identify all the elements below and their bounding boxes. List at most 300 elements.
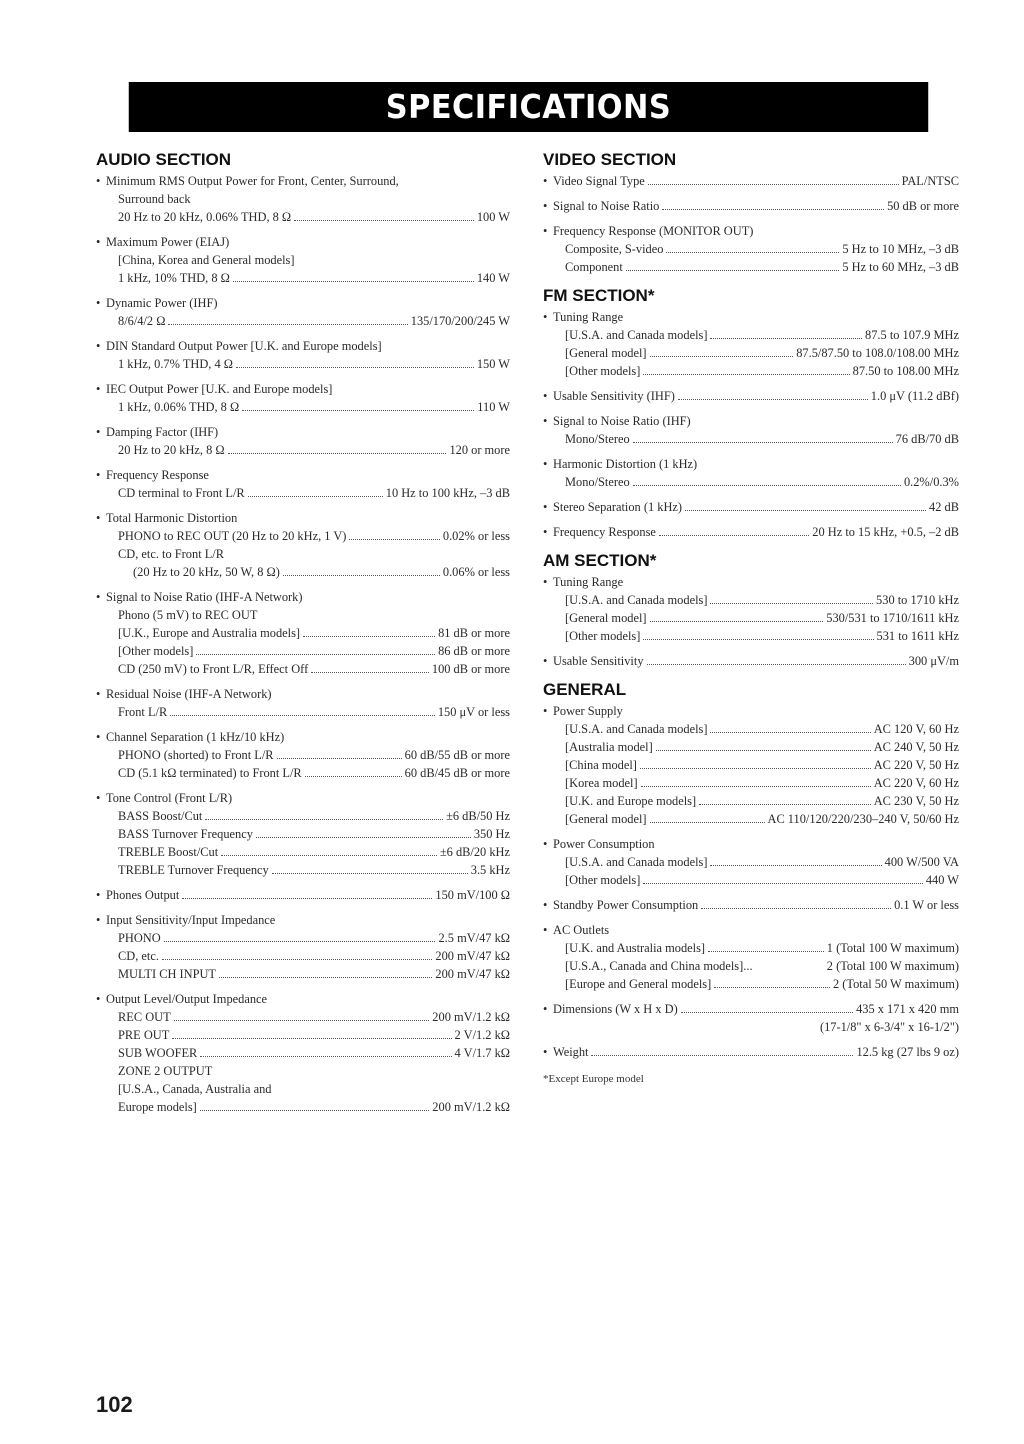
spec-label: SUB WOOFER <box>118 1046 198 1060</box>
spec-label: [U.K. and Europe models] <box>565 794 697 808</box>
dot-leader <box>164 941 436 942</box>
spec-value: 50 dB or more <box>887 199 959 213</box>
spec-item <box>96 380 510 416</box>
spec-label: • Signal to Noise Ratio (IHF) <box>553 414 691 428</box>
spec-label: [General model] <box>565 812 647 826</box>
dot-leader <box>294 220 474 221</box>
spec-heading <box>96 172 510 190</box>
spec-value: 87.5/87.50 to 108.0/108.00 MHz <box>796 346 959 360</box>
spec-value: 2.5 mV/47 kΩ <box>438 931 510 945</box>
spec-item <box>543 412 959 448</box>
section-am-section <box>543 551 959 670</box>
spec-value: 1 (Total 100 W maximum) <box>826 941 959 955</box>
spec-value: PAL/NTSC <box>901 174 959 188</box>
section-title: GENERAL <box>543 680 627 699</box>
spec-heading <box>543 921 959 939</box>
spec-item <box>543 1043 959 1061</box>
spec-label: • Channel Separation (1 kHz/10 kHz) <box>106 730 285 744</box>
section-title: AM SECTION* <box>543 551 657 570</box>
page-title: SPECIFICATIONS <box>129 82 928 132</box>
dot-leader <box>678 399 868 400</box>
spec-item <box>543 652 959 670</box>
spec-label: [U.S.A. and Canada models] <box>565 722 708 736</box>
spec-value: 4 V/1.7 kΩ <box>454 1046 510 1060</box>
section-title: AUDIO SECTION <box>96 150 232 169</box>
spec-label: [Other models] <box>565 364 641 378</box>
spec-value: AC 220 V, 60 Hz <box>873 776 959 790</box>
dot-leader <box>170 715 435 716</box>
spec-line <box>543 738 959 756</box>
spec-line <box>96 1080 510 1098</box>
spec-label: CD, etc. to Front L/R <box>118 547 225 561</box>
spec-line <box>543 326 959 344</box>
spec-label: [U.K., Europe and Australia models] <box>118 626 301 640</box>
dot-leader <box>221 855 437 856</box>
spec-line <box>543 871 959 889</box>
spec-value: AC 120 V, 60 Hz <box>873 722 959 736</box>
spec-line <box>96 208 510 226</box>
spec-value: 2 (Total 100 W maximum) <box>826 959 959 973</box>
spec-value: 150 mV/100 Ω <box>435 888 510 902</box>
dot-leader <box>626 270 840 271</box>
section-fm-section <box>543 286 959 541</box>
spec-value: 42 dB <box>929 500 959 514</box>
spec-label: • Signal to Noise Ratio (IHF-A Network) <box>106 590 303 604</box>
dot-leader <box>233 281 474 282</box>
spec-value: AC 230 V, 50 Hz <box>873 794 959 808</box>
spec-heading <box>543 387 959 405</box>
spec-item <box>543 1000 959 1036</box>
spec-value: 531 to 1611 kHz <box>876 629 959 643</box>
dot-leader <box>650 822 765 823</box>
spec-heading <box>96 509 510 527</box>
left-column <box>96 150 510 1126</box>
spec-item <box>96 728 510 782</box>
section-video-section <box>543 150 959 276</box>
dot-leader <box>200 1110 430 1111</box>
spec-label: CD (250 mV) to Front L/R, Effect Off <box>118 662 309 676</box>
spec-label: Phono (5 mV) to REC OUT <box>118 608 258 622</box>
spec-label: MULTI CH INPUT <box>118 967 216 981</box>
spec-item <box>96 911 510 983</box>
spec-item <box>543 197 959 215</box>
spec-line <box>96 929 510 947</box>
dot-leader <box>685 510 926 511</box>
spec-value: (17-1/8" x 6-3/4" x 16-1/2") <box>819 1020 959 1034</box>
spec-line <box>543 258 959 276</box>
dot-leader <box>242 410 474 411</box>
spec-label: • Damping Factor (IHF) <box>106 425 219 439</box>
spec-label: [General model] <box>565 611 647 625</box>
spec-line <box>96 861 510 879</box>
spec-value: 0.06% or less <box>442 565 510 579</box>
spec-value: AC 110/120/220/230–240 V, 50/60 Hz <box>767 812 959 826</box>
spec-value: 5 Hz to 60 MHz, –3 dB <box>842 260 959 274</box>
spec-line <box>96 269 510 287</box>
spec-line <box>96 624 510 642</box>
spec-label: • Stereo Separation (1 kHz) <box>553 500 683 514</box>
spec-label: • Output Level/Output Impedance <box>106 992 268 1006</box>
spec-value: 150 μV or less <box>437 705 510 719</box>
spec-value: 87.50 to 108.00 MHz <box>852 364 959 378</box>
spec-line <box>543 362 959 380</box>
dot-leader <box>710 732 870 733</box>
spec-label: [Other models] <box>118 644 194 658</box>
dot-leader <box>228 453 447 454</box>
dot-leader <box>641 786 871 787</box>
dot-leader <box>162 959 432 960</box>
spec-heading <box>96 990 510 1008</box>
dot-leader <box>710 338 862 339</box>
spec-value: 10 Hz to 100 kHz, –3 dB <box>385 486 510 500</box>
spec-line <box>96 825 510 843</box>
dot-leader <box>205 819 443 820</box>
spec-label: Mono/Stereo <box>565 432 630 446</box>
spec-line <box>543 774 959 792</box>
spec-heading <box>543 308 959 326</box>
spec-heading <box>543 197 959 215</box>
dot-leader <box>277 758 402 759</box>
spec-line <box>96 1062 510 1080</box>
section-audio-section <box>96 150 510 1116</box>
spec-label: • Maximum Power (EIAJ) <box>106 235 230 249</box>
spec-item <box>543 172 959 190</box>
spec-line <box>543 792 959 810</box>
spec-label: [U.S.A., Canada, Australia and <box>118 1082 272 1096</box>
spec-item <box>543 498 959 516</box>
spec-line <box>96 642 510 660</box>
spec-item <box>96 990 510 1116</box>
spec-value: 135/170/200/245 W <box>410 314 510 328</box>
spec-label: CD terminal to Front L/R <box>118 486 245 500</box>
spec-label: CD (5.1 kΩ terminated) to Front L/R <box>118 766 302 780</box>
spec-item <box>96 423 510 459</box>
dot-leader <box>256 837 471 838</box>
spec-line <box>543 810 959 828</box>
dot-leader <box>681 1012 853 1013</box>
dot-leader <box>650 621 824 622</box>
spec-label: [Europe and General models] <box>565 977 712 991</box>
spec-label: [U.S.A. and Canada models] <box>565 593 708 607</box>
spec-heading <box>543 455 959 473</box>
spec-value: AC 240 V, 50 Hz <box>873 740 959 754</box>
spec-label: • Power Supply <box>553 704 623 718</box>
spec-label: • Power Consumption <box>553 837 655 851</box>
footnote: *Except Europe model <box>543 1073 644 1085</box>
dot-leader <box>648 184 899 185</box>
dot-leader <box>633 442 893 443</box>
spec-value: ±6 dB/20 kHz <box>439 845 510 859</box>
spec-value: ±6 dB/50 Hz <box>446 809 510 823</box>
spec-line <box>543 344 959 362</box>
spec-label: Front L/R <box>118 705 168 719</box>
dot-leader <box>248 496 383 497</box>
spec-line <box>96 746 510 764</box>
spec-label: CD, etc. <box>118 949 159 963</box>
spec-label: • Tuning Range <box>553 575 624 589</box>
spec-heading <box>543 702 959 720</box>
spec-label: [Australia model] <box>565 740 653 754</box>
spec-value: 530/531 to 1710/1611 kHz <box>826 611 959 625</box>
dot-leader <box>701 908 891 909</box>
spec-value: 0.02% or less <box>442 529 510 543</box>
spec-line <box>96 1008 510 1026</box>
spec-line <box>543 939 959 957</box>
spec-value: 86 dB or more <box>438 644 510 658</box>
dot-leader <box>272 873 468 874</box>
spec-value: 200 mV/47 kΩ <box>435 967 510 981</box>
spec-line <box>96 1098 510 1116</box>
dot-leader <box>699 804 871 805</box>
spec-item <box>96 509 510 581</box>
spec-line <box>96 965 510 983</box>
spec-label: • Dimensions (W x H x D) <box>553 1002 678 1016</box>
spec-heading <box>96 233 510 251</box>
spec-label: ZONE 2 OUTPUT <box>118 1064 213 1078</box>
spec-heading <box>543 172 959 190</box>
spec-value: 20 Hz to 15 kHz, +0.5, –2 dB <box>812 525 959 539</box>
spec-line <box>543 609 959 627</box>
spec-line <box>543 1018 959 1036</box>
page-number: 102 <box>96 1392 133 1417</box>
spec-line <box>96 660 510 678</box>
spec-line <box>96 703 510 721</box>
spec-line <box>96 764 510 782</box>
spec-item <box>543 455 959 491</box>
spec-line <box>96 441 510 459</box>
spec-label: REC OUT <box>118 1010 171 1024</box>
spec-line <box>96 251 510 269</box>
spec-heading <box>96 466 510 484</box>
spec-label: 20 Hz to 20 kHz, 8 Ω <box>118 443 225 457</box>
spec-value: 440 W <box>925 873 959 887</box>
spec-label: [Other models] <box>565 873 641 887</box>
dot-leader <box>200 1056 451 1057</box>
dot-leader <box>283 575 440 576</box>
dot-leader <box>168 324 407 325</box>
spec-label: Surround back <box>118 192 191 206</box>
spec-heading <box>96 423 510 441</box>
spec-item <box>96 337 510 373</box>
spec-label: • Usable Sensitivity (IHF) <box>553 389 675 403</box>
dot-leader <box>656 750 871 751</box>
spec-value: 300 μV/m <box>908 654 959 668</box>
spec-label: [U.S.A., Canada and China models]... <box>565 959 753 973</box>
dot-leader <box>710 603 873 604</box>
spec-label: [Korea model] <box>565 776 638 790</box>
spec-label: PHONO (shorted) to Front L/R <box>118 748 274 762</box>
spec-item <box>543 222 959 276</box>
dot-leader <box>311 672 429 673</box>
spec-item <box>96 685 510 721</box>
spec-item <box>543 387 959 405</box>
spec-heading <box>96 728 510 746</box>
dot-leader <box>643 639 873 640</box>
spec-heading <box>543 652 959 670</box>
spec-heading <box>96 294 510 312</box>
spec-label: • Total Harmonic Distortion <box>106 511 238 525</box>
spec-label: • AC Outlets <box>553 923 610 937</box>
spec-value: 76 dB/70 dB <box>895 432 959 446</box>
spec-line <box>96 563 510 581</box>
spec-heading <box>543 1000 959 1018</box>
spec-label: • Minimum RMS Output Power for Front, Center, Surround, <box>106 174 399 188</box>
spec-label: • Residual Noise (IHF-A Network) <box>106 687 272 701</box>
spec-item <box>543 702 959 828</box>
spec-item <box>543 835 959 889</box>
spec-label: BASS Turnover Frequency <box>118 827 253 841</box>
dot-leader <box>236 367 474 368</box>
dot-leader <box>219 977 432 978</box>
dot-leader <box>708 951 824 952</box>
spec-item <box>96 466 510 502</box>
dot-leader <box>172 1038 451 1039</box>
spec-value: AC 220 V, 50 Hz <box>873 758 959 772</box>
spec-label: • IEC Output Power [U.K. and Europe models] <box>106 382 333 396</box>
spec-heading <box>96 911 510 929</box>
spec-heading <box>543 573 959 591</box>
dot-leader <box>182 898 432 899</box>
spec-item <box>96 886 510 904</box>
spec-value: 350 Hz <box>473 827 510 841</box>
spec-heading <box>96 789 510 807</box>
dot-leader <box>662 209 884 210</box>
spec-item <box>96 789 510 879</box>
spec-label: • Signal to Noise Ratio <box>553 199 660 213</box>
spec-label: PHONO <box>118 931 161 945</box>
spec-label: TREBLE Turnover Frequency <box>118 863 269 877</box>
spec-heading <box>543 1043 959 1061</box>
spec-label: [China model] <box>565 758 637 772</box>
spec-value: 12.5 kg (27 lbs 9 oz) <box>856 1045 959 1059</box>
spec-value: 100 dB or more <box>431 662 510 676</box>
spec-line <box>543 720 959 738</box>
spec-label: • DIN Standard Output Power [U.K. and Europe models] <box>106 339 382 353</box>
spec-line <box>543 627 959 645</box>
spec-value: 60 dB/45 dB or more <box>404 766 510 780</box>
spec-value: 81 dB or more <box>438 626 510 640</box>
spec-heading <box>543 498 959 516</box>
dot-leader <box>666 252 839 253</box>
spec-value: 140 W <box>476 271 510 285</box>
spec-label: • Tuning Range <box>553 310 624 324</box>
spec-label: [General model] <box>565 346 647 360</box>
spec-line <box>543 591 959 609</box>
spec-label: BASS Boost/Cut <box>118 809 203 823</box>
spec-line <box>543 430 959 448</box>
spec-line <box>543 853 959 871</box>
spec-value: 200 mV/47 kΩ <box>435 949 510 963</box>
spec-item <box>96 588 510 678</box>
spec-label: [U.K. and Australia models] <box>565 941 706 955</box>
spec-value: 435 x 171 x 420 mm <box>856 1002 959 1016</box>
spec-value: 400 W/500 VA <box>884 855 959 869</box>
spec-heading <box>543 222 959 240</box>
spec-label: TREBLE Boost/Cut <box>118 845 219 859</box>
spec-item <box>96 233 510 287</box>
spec-line <box>96 843 510 861</box>
spec-line <box>96 398 510 416</box>
dot-leader <box>174 1020 430 1021</box>
spec-label: [China, Korea and General models] <box>118 253 295 267</box>
dot-leader <box>650 356 794 357</box>
dot-leader <box>305 776 402 777</box>
spec-label: • Frequency Response <box>553 525 656 539</box>
spec-label: • Frequency Response <box>106 468 209 482</box>
spec-label: [U.S.A. and Canada models] <box>565 328 708 342</box>
spec-label: • Tone Control (Front L/R) <box>106 791 233 805</box>
spec-label: Mono/Stereo <box>565 475 630 489</box>
spec-line <box>96 947 510 965</box>
spec-label: • Phones Output <box>106 888 180 902</box>
spec-line <box>543 240 959 258</box>
spec-line <box>543 473 959 491</box>
spec-heading <box>96 380 510 398</box>
spec-label: [Other models] <box>565 629 641 643</box>
dot-leader <box>349 539 439 540</box>
spec-label: PHONO to REC OUT (20 Hz to 20 kHz, 1 V) <box>118 529 347 543</box>
dot-leader <box>591 1055 853 1056</box>
spec-label: [U.S.A. and Canada models] <box>565 855 708 869</box>
spec-value: 200 mV/1.2 kΩ <box>432 1100 510 1114</box>
right-column <box>543 150 959 1087</box>
spec-label: (20 Hz to 20 kHz, 50 W, 8 Ω) <box>133 565 280 579</box>
spec-value: 100 W <box>476 210 510 224</box>
dot-leader <box>303 636 435 637</box>
spec-line <box>96 190 510 208</box>
spec-heading <box>96 685 510 703</box>
spec-line <box>96 1044 510 1062</box>
dot-leader <box>659 535 809 536</box>
spec-label: 8/6/4/2 Ω <box>118 314 166 328</box>
section-title: FM SECTION* <box>543 286 655 305</box>
spec-item <box>543 573 959 645</box>
spec-heading <box>96 886 510 904</box>
spec-line <box>96 545 510 563</box>
spec-label: 1 kHz, 0.06% THD, 8 Ω <box>118 400 240 414</box>
dot-leader <box>643 374 849 375</box>
spec-item <box>543 896 959 914</box>
spec-line <box>96 606 510 624</box>
spec-heading <box>543 412 959 430</box>
spec-label: • Harmonic Distortion (1 kHz) <box>553 457 698 471</box>
dot-leader <box>196 654 435 655</box>
spec-line <box>96 807 510 825</box>
spec-item <box>543 523 959 541</box>
spec-value: 200 mV/1.2 kΩ <box>432 1010 510 1024</box>
spec-label: 20 Hz to 20 kHz, 0.06% THD, 8 Ω <box>118 210 292 224</box>
dot-leader <box>710 865 881 866</box>
spec-heading <box>96 337 510 355</box>
spec-label: • Video Signal Type <box>553 174 645 188</box>
spec-item <box>543 921 959 993</box>
spec-label: Composite, S-video <box>565 242 664 256</box>
dot-leader <box>714 987 830 988</box>
spec-item <box>96 172 510 226</box>
spec-label: 1 kHz, 0.7% THD, 4 Ω <box>118 357 233 371</box>
spec-label: • Usable Sensitivity <box>553 654 644 668</box>
spec-heading <box>543 896 959 914</box>
spec-value: 530 to 1710 kHz <box>876 593 959 607</box>
spec-value: 2 V/1.2 kΩ <box>454 1028 510 1042</box>
dot-leader <box>647 664 906 665</box>
spec-line <box>96 312 510 330</box>
spec-label: • Frequency Response (MONITOR OUT) <box>553 224 754 238</box>
spec-value: 120 or more <box>449 443 510 457</box>
spec-value: 1.0 μV (11.2 dBf) <box>870 389 959 403</box>
spec-label: • Input Sensitivity/Input Impedance <box>106 913 276 927</box>
spec-line <box>543 975 959 993</box>
